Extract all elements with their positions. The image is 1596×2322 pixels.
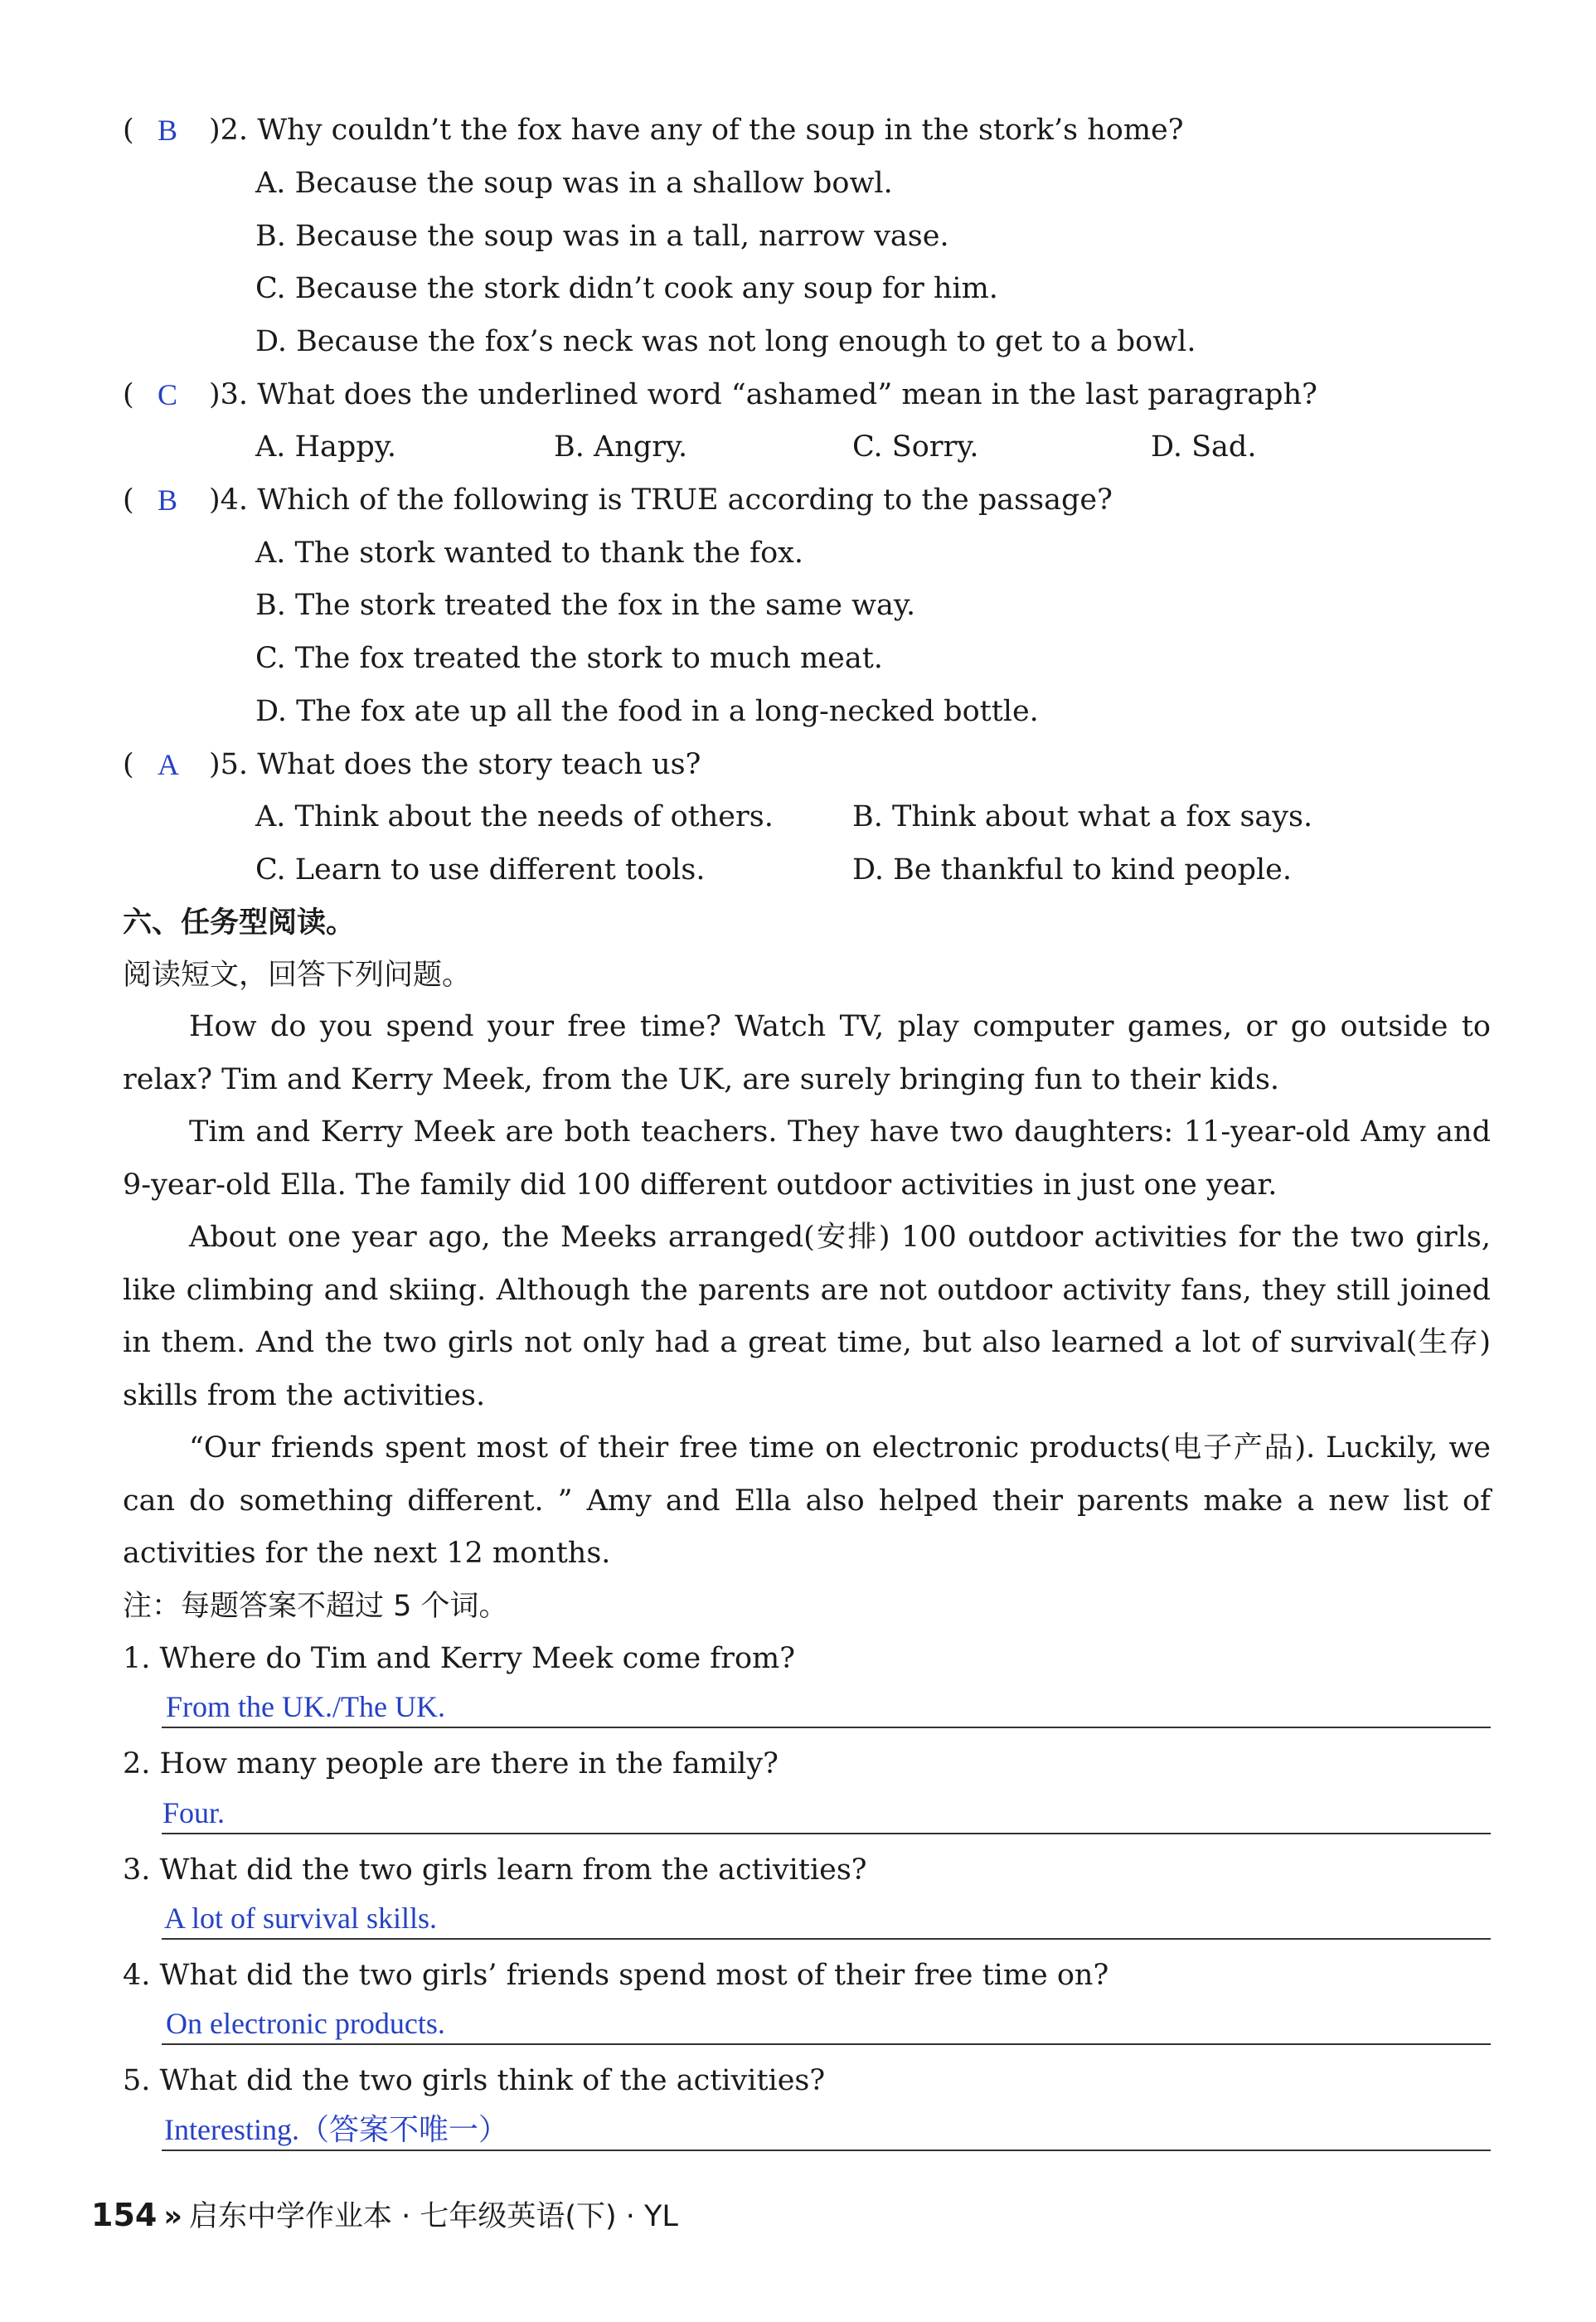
option: D. The fox ate up all the food in a long-necked bottle. [255, 695, 1039, 728]
qa-answer: Interesting.（答案不唯一） [164, 2113, 508, 2146]
option: C. Learn to use different tools. [255, 853, 706, 887]
question-stem: )5. What does the story teach us? [209, 748, 701, 781]
qa-question: 5. What did the two girls think of the activities? [123, 2064, 826, 2097]
option: D. Be thankful to kind people. [852, 853, 1293, 887]
answer-mark: B [158, 483, 178, 517]
answer-note: 注：每题答案不超过 5 个词。 [123, 1590, 508, 1623]
option: A. Think about the needs of others. [255, 800, 774, 833]
answer-line [162, 2150, 1491, 2151]
question-stem: )3. What does the underlined word “ashamed” mean in the last paragraph? [209, 378, 1317, 411]
passage-paragraph: Tim and Kerry Meek are both teachers. They have two daughters: 11-year-old Amy and 9-year-old Ella. The family did 100 different outdoor activities in just one year. [123, 1115, 1491, 1202]
answer-line [162, 1727, 1491, 1728]
section-instruction: 阅读短文，回答下列问题。 [123, 959, 472, 992]
answer-paren-open: ( [123, 748, 134, 781]
answer-paren-open: ( [123, 114, 134, 147]
option: D. Sad. [1151, 430, 1257, 464]
option: D. Because the fox’s neck was not long enough to get to a bowl. [255, 325, 1196, 358]
option: C. Sorry. [852, 430, 979, 464]
option: B. Angry. [554, 430, 688, 464]
question-stem: )4. Which of the following is TRUE according to the passage? [209, 483, 1113, 517]
qa-question: 4. What did the two girls’ friends spend most of their free time on? [123, 1959, 1109, 1992]
answer-mark: C [158, 378, 178, 411]
section-title: 六、任务型阅读。 [123, 906, 356, 940]
page-footer [91, 2199, 678, 2232]
qa-question: 3. What did the two girls learn from the activities? [123, 1853, 867, 1887]
question-stem: )2. Why couldn’t the fox have any of the soup in the stork’s home? [209, 114, 1184, 147]
option: A. Happy. [255, 430, 396, 464]
passage-paragraph: “Our friends spent most of their free time on electronic products(电子产品). Luckily, we can do something different. ” Amy and Ella also helped their parents make a new list of activities for the next 12 months. [123, 1431, 1491, 1570]
option: C. Because the stork didn’t cook any soup for him. [255, 272, 998, 305]
option: A. Because the soup was in a shallow bowl. [255, 167, 893, 200]
answer-mark: A [158, 748, 179, 781]
answer-line [162, 2043, 1491, 2045]
qa-answer: On electronic products. [166, 2007, 445, 2040]
qa-answer: From the UK./The UK. [166, 1690, 445, 1723]
option: C. The fox treated the stork to much meat. [255, 642, 883, 675]
answer-line [162, 1833, 1491, 1834]
qa-answer: Four. [163, 1796, 226, 1829]
passage-paragraph: How do you spend your free time? Watch TV, play computer games, or go outside to relax? Tim and Kerry Meek, from the UK, are surely bringing fun to their kids. [123, 1010, 1491, 1096]
answer-line [162, 1938, 1491, 1940]
passage-paragraph: About one year ago, the Meeks arranged(安排) 100 outdoor activities for the two girls, like climbing and skiing. Although the parents are not outdoor activity fans, they still joined in them. And the two girls not only had a great time, but also learned a lot of survival(生存) skills from the activities. [123, 1221, 1491, 1412]
book-title: 启东中学作业本 · 七年级英语(下) · YL [188, 2200, 678, 2233]
qa-question: 1. Where do Tim and Kerry Meek come from? [123, 1642, 795, 1675]
page-number: 154 [91, 2197, 158, 2233]
option: B. Think about what a fox says. [852, 800, 1313, 833]
qa-answer: A lot of survival skills. [164, 1902, 438, 1935]
answer-paren-open: ( [123, 483, 134, 517]
answer-paren-open: ( [123, 378, 134, 411]
chevron-right-icon: » [163, 2200, 182, 2233]
qa-question: 2. How many people are there in the family? [123, 1747, 779, 1780]
option: B. The stork treated the fox in the same way. [255, 589, 916, 622]
answer-mark: B [158, 114, 178, 147]
option: B. Because the soup was in a tall, narrow vase. [255, 220, 949, 253]
option: A. The stork wanted to thank the fox. [255, 537, 804, 570]
